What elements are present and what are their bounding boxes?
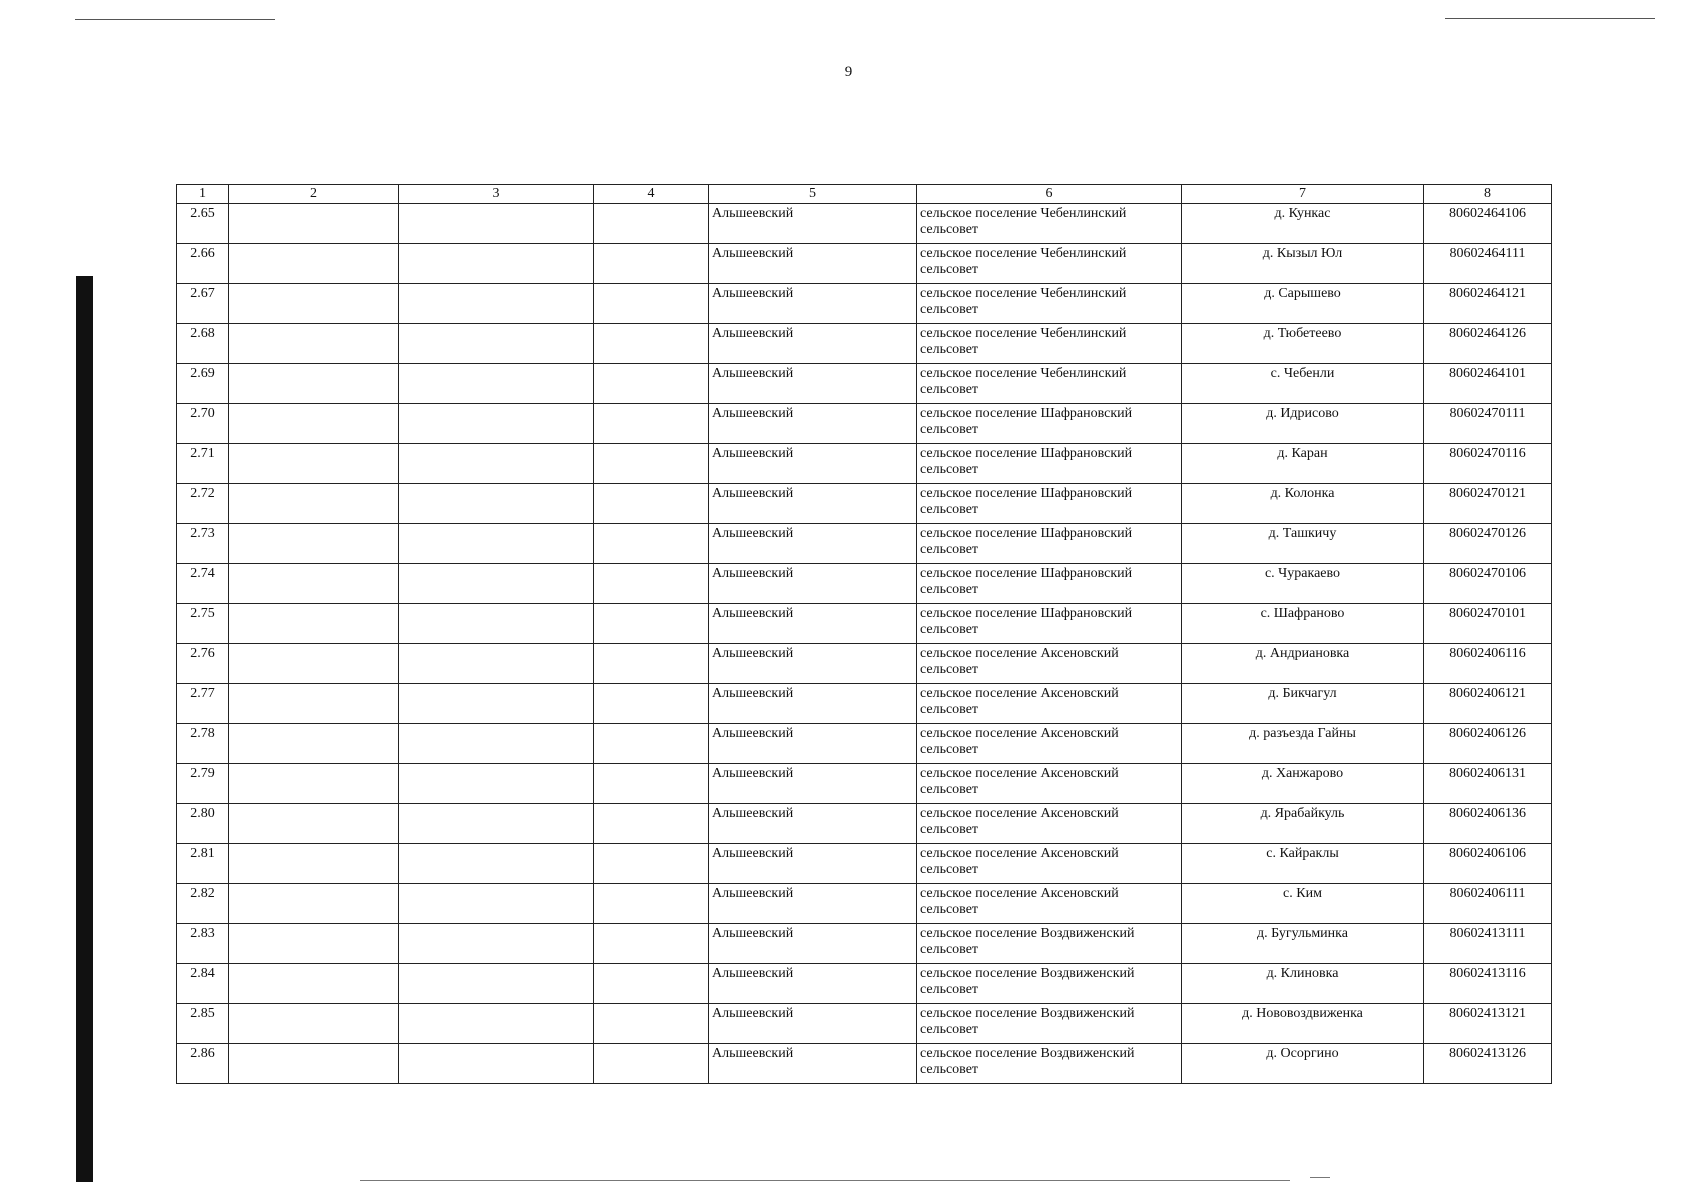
column-3-cell bbox=[399, 604, 594, 644]
municipality-cell: сельское поселение Чебенлинский сельсовет bbox=[917, 204, 1182, 244]
column-header-4: 4 bbox=[594, 185, 709, 204]
table-row bbox=[177, 724, 1552, 764]
code-cell: 80602406106 bbox=[1424, 844, 1552, 884]
locality-cell: д. Ташкичу bbox=[1182, 524, 1424, 564]
table-row bbox=[177, 524, 1552, 564]
row-number-cell: 2.70 bbox=[177, 404, 229, 444]
table-row bbox=[177, 844, 1552, 884]
table-row bbox=[177, 404, 1552, 444]
code-cell: 80602470121 bbox=[1424, 484, 1552, 524]
municipality-cell: сельское поселение Чебенлинский сельсовет bbox=[917, 284, 1182, 324]
column-3-cell bbox=[399, 804, 594, 844]
column-4-cell bbox=[594, 524, 709, 564]
municipality-cell: сельское поселение Воздвиженский сельсовет bbox=[917, 1044, 1182, 1084]
column-header-5: 5 bbox=[709, 185, 917, 204]
row-number-cell: 2.72 bbox=[177, 484, 229, 524]
locality-cell: с. Шафраново bbox=[1182, 604, 1424, 644]
municipality-cell: сельское поселение Аксеновский сельсовет bbox=[917, 884, 1182, 924]
column-2-cell bbox=[229, 484, 399, 524]
municipality-cell: сельское поселение Шафрановский сельсовет bbox=[917, 444, 1182, 484]
column-2-cell bbox=[229, 564, 399, 604]
column-3-cell bbox=[399, 244, 594, 284]
scan-edge-line bbox=[1310, 1177, 1330, 1178]
column-3-cell bbox=[399, 644, 594, 684]
table-row bbox=[177, 644, 1552, 684]
municipality-cell: сельское поселение Воздвиженский сельсовет bbox=[917, 964, 1182, 1004]
code-cell: 80602470111 bbox=[1424, 404, 1552, 444]
district-cell: Альшеевский bbox=[709, 964, 917, 1004]
column-4-cell bbox=[594, 684, 709, 724]
table-row bbox=[177, 484, 1552, 524]
table-row bbox=[177, 764, 1552, 804]
district-cell: Альшеевский bbox=[709, 204, 917, 244]
table-header-row bbox=[177, 185, 1552, 204]
column-4-cell bbox=[594, 844, 709, 884]
district-cell: Альшеевский bbox=[709, 564, 917, 604]
table-row bbox=[177, 244, 1552, 284]
code-cell: 80602470116 bbox=[1424, 444, 1552, 484]
column-3-cell bbox=[399, 1004, 594, 1044]
locality-cell: д. Ярабайкуль bbox=[1182, 804, 1424, 844]
district-cell: Альшеевский bbox=[709, 924, 917, 964]
column-2-cell bbox=[229, 1004, 399, 1044]
code-cell: 80602464121 bbox=[1424, 284, 1552, 324]
locality-cell: с. Ким bbox=[1182, 884, 1424, 924]
column-4-cell bbox=[594, 724, 709, 764]
column-3-cell bbox=[399, 484, 594, 524]
column-2-cell bbox=[229, 524, 399, 564]
district-cell: Альшеевский bbox=[709, 884, 917, 924]
column-4-cell bbox=[594, 444, 709, 484]
page-number: 9 bbox=[844, 64, 853, 80]
column-3-cell bbox=[399, 284, 594, 324]
code-cell: 80602470106 bbox=[1424, 564, 1552, 604]
table-row bbox=[177, 1004, 1552, 1044]
row-number-cell: 2.79 bbox=[177, 764, 229, 804]
column-4-cell bbox=[594, 364, 709, 404]
table-row bbox=[177, 364, 1552, 404]
column-2-cell bbox=[229, 404, 399, 444]
locality-cell: д. Идрисово bbox=[1182, 404, 1424, 444]
column-3-cell bbox=[399, 764, 594, 804]
municipality-cell: сельское поселение Шафрановский сельсовет bbox=[917, 524, 1182, 564]
municipality-cell: сельское поселение Аксеновский сельсовет bbox=[917, 724, 1182, 764]
column-header-1: 1 bbox=[177, 185, 229, 204]
scan-edge-line bbox=[360, 1180, 1290, 1181]
locality-cell: д. Сарышево bbox=[1182, 284, 1424, 324]
table-body bbox=[177, 204, 1552, 1084]
row-number-cell: 2.82 bbox=[177, 884, 229, 924]
column-2-cell bbox=[229, 1044, 399, 1084]
locality-cell: с. Чебенли bbox=[1182, 364, 1424, 404]
column-header-2: 2 bbox=[229, 185, 399, 204]
table-row bbox=[177, 1044, 1552, 1084]
code-cell: 80602406131 bbox=[1424, 764, 1552, 804]
column-2-cell bbox=[229, 804, 399, 844]
table-row bbox=[177, 284, 1552, 324]
locality-cell: д. Бугульминка bbox=[1182, 924, 1424, 964]
district-cell: Альшеевский bbox=[709, 284, 917, 324]
row-number-cell: 2.73 bbox=[177, 524, 229, 564]
municipality-cell: сельское поселение Аксеновский сельсовет bbox=[917, 804, 1182, 844]
column-4-cell bbox=[594, 884, 709, 924]
district-cell: Альшеевский bbox=[709, 484, 917, 524]
municipality-cell: сельское поселение Шафрановский сельсовет bbox=[917, 604, 1182, 644]
column-header-8: 8 bbox=[1424, 185, 1552, 204]
column-2-cell bbox=[229, 724, 399, 764]
column-2-cell bbox=[229, 364, 399, 404]
row-number-cell: 2.83 bbox=[177, 924, 229, 964]
table-row bbox=[177, 604, 1552, 644]
district-cell: Альшеевский bbox=[709, 764, 917, 804]
locality-cell: д. Бикчагул bbox=[1182, 684, 1424, 724]
column-4-cell bbox=[594, 1044, 709, 1084]
table-row bbox=[177, 804, 1552, 844]
column-4-cell bbox=[594, 284, 709, 324]
column-4-cell bbox=[594, 204, 709, 244]
row-number-cell: 2.68 bbox=[177, 324, 229, 364]
district-cell: Альшеевский bbox=[709, 604, 917, 644]
column-4-cell bbox=[594, 404, 709, 444]
scan-edge-line bbox=[75, 19, 275, 20]
scan-binding-bar bbox=[76, 276, 93, 1182]
code-cell: 80602470101 bbox=[1424, 604, 1552, 644]
district-cell: Альшеевский bbox=[709, 1044, 917, 1084]
column-4-cell bbox=[594, 964, 709, 1004]
code-cell: 80602470126 bbox=[1424, 524, 1552, 564]
row-number-cell: 2.76 bbox=[177, 644, 229, 684]
district-cell: Альшеевский bbox=[709, 404, 917, 444]
column-2-cell bbox=[229, 844, 399, 884]
column-4-cell bbox=[594, 924, 709, 964]
table-row bbox=[177, 884, 1552, 924]
municipality-cell: сельское поселение Воздвиженский сельсовет bbox=[917, 924, 1182, 964]
row-number-cell: 2.75 bbox=[177, 604, 229, 644]
code-cell: 80602464101 bbox=[1424, 364, 1552, 404]
row-number-cell: 2.80 bbox=[177, 804, 229, 844]
row-number-cell: 2.71 bbox=[177, 444, 229, 484]
municipality-cell: сельское поселение Аксеновский сельсовет bbox=[917, 844, 1182, 884]
row-number-cell: 2.77 bbox=[177, 684, 229, 724]
column-3-cell bbox=[399, 204, 594, 244]
locality-cell: д. Колонка bbox=[1182, 484, 1424, 524]
municipality-cell: сельское поселение Шафрановский сельсовет bbox=[917, 404, 1182, 444]
locality-cell: д. Каран bbox=[1182, 444, 1424, 484]
column-3-cell bbox=[399, 404, 594, 444]
municipality-cell: сельское поселение Чебенлинский сельсовет bbox=[917, 364, 1182, 404]
row-number-cell: 2.81 bbox=[177, 844, 229, 884]
column-2-cell bbox=[229, 284, 399, 324]
locality-cell: д. Нововоздвиженка bbox=[1182, 1004, 1424, 1044]
row-number-cell: 2.67 bbox=[177, 284, 229, 324]
code-cell: 80602413126 bbox=[1424, 1044, 1552, 1084]
table-row bbox=[177, 564, 1552, 604]
column-4-cell bbox=[594, 244, 709, 284]
district-cell: Альшеевский bbox=[709, 324, 917, 364]
row-number-cell: 2.85 bbox=[177, 1004, 229, 1044]
district-cell: Альшеевский bbox=[709, 244, 917, 284]
row-number-cell: 2.78 bbox=[177, 724, 229, 764]
column-3-cell bbox=[399, 964, 594, 1004]
row-number-cell: 2.74 bbox=[177, 564, 229, 604]
column-3-cell bbox=[399, 844, 594, 884]
column-header-7: 7 bbox=[1182, 185, 1424, 204]
municipality-cell: сельское поселение Шафрановский сельсовет bbox=[917, 484, 1182, 524]
column-4-cell bbox=[594, 564, 709, 604]
table-row bbox=[177, 964, 1552, 1004]
column-2-cell bbox=[229, 964, 399, 1004]
district-cell: Альшеевский bbox=[709, 844, 917, 884]
row-number-cell: 2.66 bbox=[177, 244, 229, 284]
municipality-cell: сельское поселение Чебенлинский сельсовет bbox=[917, 244, 1182, 284]
municipality-cell: сельское поселение Воздвиженский сельсовет bbox=[917, 1004, 1182, 1044]
municipality-cell: сельское поселение Аксеновский сельсовет bbox=[917, 764, 1182, 804]
district-cell: Альшеевский bbox=[709, 724, 917, 764]
district-cell: Альшеевский bbox=[709, 444, 917, 484]
district-cell: Альшеевский bbox=[709, 524, 917, 564]
district-cell: Альшеевский bbox=[709, 1004, 917, 1044]
column-2-cell bbox=[229, 884, 399, 924]
table-row bbox=[177, 204, 1552, 244]
district-cell: Альшеевский bbox=[709, 804, 917, 844]
column-3-cell bbox=[399, 324, 594, 364]
locality-cell: д. разъезда Гайны bbox=[1182, 724, 1424, 764]
column-4-cell bbox=[594, 1004, 709, 1044]
code-cell: 80602464106 bbox=[1424, 204, 1552, 244]
column-2-cell bbox=[229, 924, 399, 964]
column-3-cell bbox=[399, 684, 594, 724]
column-4-cell bbox=[594, 764, 709, 804]
column-4-cell bbox=[594, 604, 709, 644]
column-header-3: 3 bbox=[399, 185, 594, 204]
column-2-cell bbox=[229, 764, 399, 804]
code-cell: 80602464126 bbox=[1424, 324, 1552, 364]
code-cell: 80602406126 bbox=[1424, 724, 1552, 764]
code-cell: 80602464111 bbox=[1424, 244, 1552, 284]
row-number-cell: 2.84 bbox=[177, 964, 229, 1004]
district-cell: Альшеевский bbox=[709, 644, 917, 684]
code-cell: 80602406121 bbox=[1424, 684, 1552, 724]
column-header-6: 6 bbox=[917, 185, 1182, 204]
district-cell: Альшеевский bbox=[709, 364, 917, 404]
code-cell: 80602413121 bbox=[1424, 1004, 1552, 1044]
locality-cell: д. Кызыл Юл bbox=[1182, 244, 1424, 284]
column-3-cell bbox=[399, 1044, 594, 1084]
column-3-cell bbox=[399, 724, 594, 764]
column-3-cell bbox=[399, 884, 594, 924]
code-cell: 80602406116 bbox=[1424, 644, 1552, 684]
table-row bbox=[177, 684, 1552, 724]
municipality-cell: сельское поселение Аксеновский сельсовет bbox=[917, 684, 1182, 724]
column-4-cell bbox=[594, 804, 709, 844]
column-2-cell bbox=[229, 244, 399, 284]
table-row bbox=[177, 444, 1552, 484]
column-3-cell bbox=[399, 444, 594, 484]
locality-cell: д. Осоргино bbox=[1182, 1044, 1424, 1084]
locality-cell: д. Андриановка bbox=[1182, 644, 1424, 684]
row-number-cell: 2.86 bbox=[177, 1044, 229, 1084]
locality-cell: д. Ханжарово bbox=[1182, 764, 1424, 804]
column-3-cell bbox=[399, 564, 594, 604]
column-2-cell bbox=[229, 324, 399, 364]
settlements-table bbox=[176, 184, 1552, 1084]
column-2-cell bbox=[229, 644, 399, 684]
code-cell: 80602406136 bbox=[1424, 804, 1552, 844]
column-2-cell bbox=[229, 204, 399, 244]
municipality-cell: сельское поселение Шафрановский сельсовет bbox=[917, 564, 1182, 604]
locality-cell: с. Кайраклы bbox=[1182, 844, 1424, 884]
locality-cell: д. Кункас bbox=[1182, 204, 1424, 244]
row-number-cell: 2.69 bbox=[177, 364, 229, 404]
row-number-cell: 2.65 bbox=[177, 204, 229, 244]
locality-cell: с. Чуракаево bbox=[1182, 564, 1424, 604]
locality-cell: д. Клиновка bbox=[1182, 964, 1424, 1004]
table-row bbox=[177, 324, 1552, 364]
column-3-cell bbox=[399, 524, 594, 564]
column-4-cell bbox=[594, 644, 709, 684]
column-2-cell bbox=[229, 444, 399, 484]
column-2-cell bbox=[229, 604, 399, 644]
column-3-cell bbox=[399, 364, 594, 404]
code-cell: 80602406111 bbox=[1424, 884, 1552, 924]
code-cell: 80602413111 bbox=[1424, 924, 1552, 964]
district-cell: Альшеевский bbox=[709, 684, 917, 724]
column-4-cell bbox=[594, 324, 709, 364]
municipality-cell: сельское поселение Аксеновский сельсовет bbox=[917, 644, 1182, 684]
column-2-cell bbox=[229, 684, 399, 724]
municipality-cell: сельское поселение Чебенлинский сельсовет bbox=[917, 324, 1182, 364]
locality-cell: д. Тюбетеево bbox=[1182, 324, 1424, 364]
column-4-cell bbox=[594, 484, 709, 524]
scan-edge-line bbox=[1445, 18, 1655, 19]
column-3-cell bbox=[399, 924, 594, 964]
code-cell: 80602413116 bbox=[1424, 964, 1552, 1004]
table-row bbox=[177, 924, 1552, 964]
